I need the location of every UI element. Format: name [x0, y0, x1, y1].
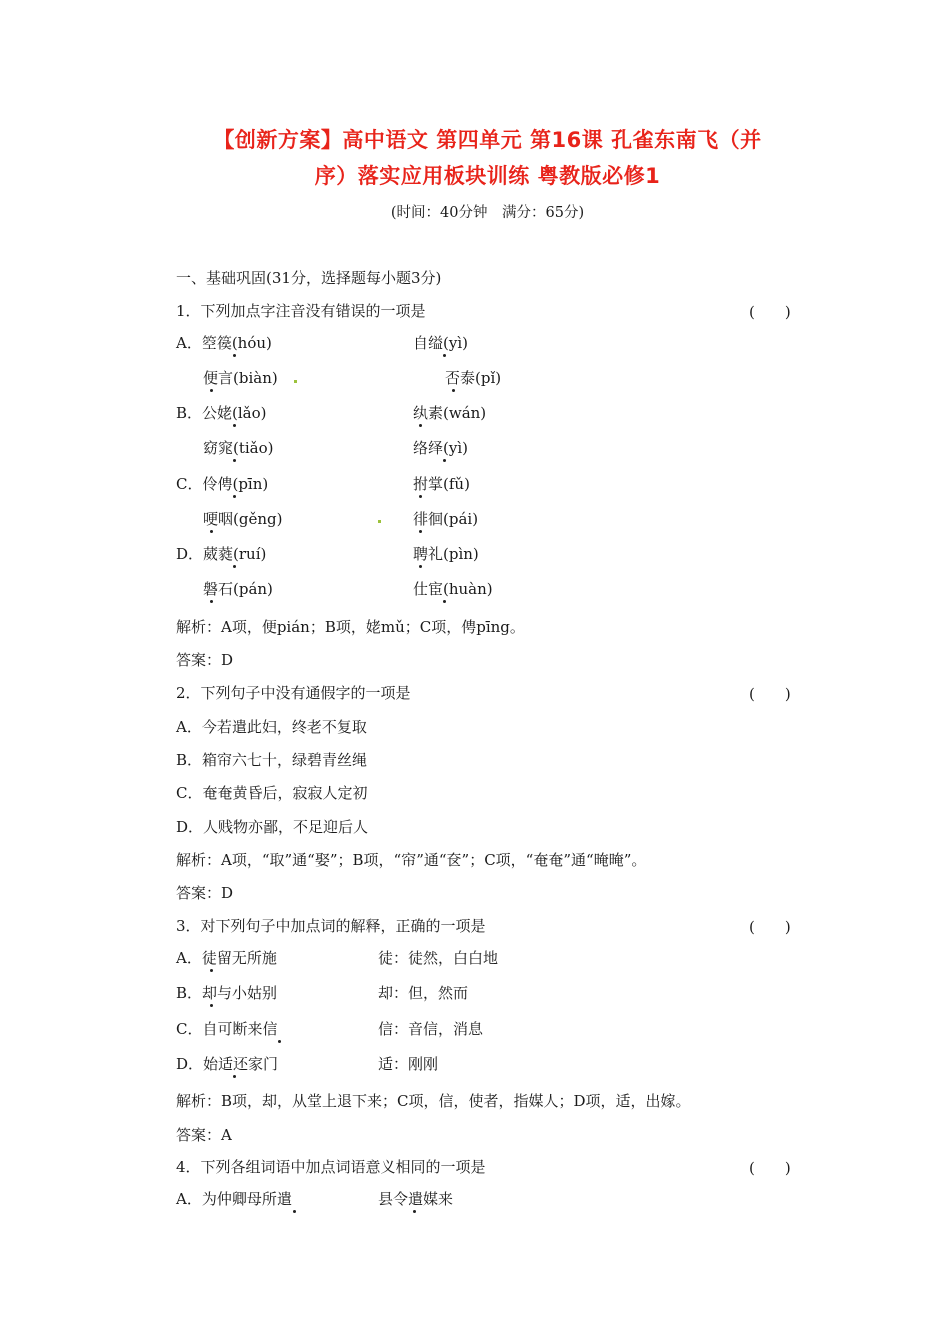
q4-option-a-compare: 县令遣媒来 [378, 1190, 454, 1208]
green-mark [294, 380, 297, 383]
q3-option-d-explanation: 适：刚刚 [378, 1055, 439, 1073]
q3-option-b-explanation: 却：但，然而 [378, 984, 469, 1002]
emphasis-dot [293, 1210, 296, 1213]
q1-option-a-3: 便言(biàn) [203, 369, 278, 387]
emphasis-dot [210, 389, 213, 392]
q1-option-a-4: 否泰(pǐ) [445, 369, 502, 387]
q1-option-c-1: C．伶俜(pīn) [176, 475, 269, 493]
emphasis-dot [233, 1075, 236, 1078]
q1-option-d-1: D．葳蕤(ruí) [176, 545, 267, 563]
emphasis-dot [233, 424, 236, 427]
q1-option-b-2: 纨素(wán) [413, 404, 487, 422]
q1-option-a-2: 自缢(yì) [413, 334, 468, 352]
page-title-line-2: 序）落实应用板块训练 粤教版必修1 [314, 164, 661, 188]
q1-option-d-4: 仕宦(huàn) [413, 580, 493, 598]
q4-stem: 4．下列各组词语中加点词语意义相同的一项是 [176, 1158, 486, 1176]
q1-option-c-4: 徘徊(pái) [413, 510, 479, 528]
emphasis-dot [419, 530, 422, 533]
q2-option-b: B．箱帘六七十，绿碧青丝绳 [176, 751, 368, 769]
q3-stem: 3．对下列句子中加点词的解释，正确的一项是 [176, 917, 486, 935]
q1-analysis: 解析：A项，便pián；B项，姥mǔ；C项，俜pīng。 [176, 618, 525, 636]
q1-option-a-1: A．箜篌(hóu) [176, 334, 272, 352]
q4-option-a: A．为仲卿母所遣 [176, 1190, 292, 1208]
emphasis-dot [419, 495, 422, 498]
q3-analysis: 解析：B项，却，从堂上退下来；C项，信，使者，指媒人；D项，适，出嫁。 [176, 1092, 691, 1110]
q1-option-b-1: B．公姥(lǎo) [176, 404, 267, 422]
emphasis-dot [210, 530, 213, 533]
q1-option-b-3: 窈窕(tiǎo) [203, 439, 274, 457]
q2-answer-blank: ( ) [749, 685, 791, 703]
emphasis-dot [278, 1040, 281, 1043]
q3-option-b: B．却与小姑别 [176, 984, 278, 1002]
q1-option-c-3: 哽咽(gěng) [203, 510, 283, 528]
emphasis-dot [233, 459, 236, 462]
q1-stem: 1．下列加点字注音没有错误的一项是 [176, 302, 426, 320]
q1-option-d-2: 聘礼(pìn) [413, 545, 479, 563]
q1-option-d-3: 磐石(pán) [203, 580, 273, 598]
emphasis-dot [443, 459, 446, 462]
emphasis-dot [210, 600, 213, 603]
q3-answer-blank: ( ) [749, 918, 791, 936]
emphasis-dot [419, 424, 422, 427]
q2-answer: 答案：D [176, 884, 234, 902]
emphasis-dot [452, 389, 455, 392]
q2-stem: 2．下列句子中没有通假字的一项是 [176, 684, 411, 702]
emphasis-dot [233, 495, 236, 498]
emphasis-dot [443, 354, 446, 357]
emphasis-dot [443, 600, 446, 603]
q2-option-d: D．人贱物亦鄙，不足迎后人 [176, 818, 369, 836]
emphasis-dot [419, 565, 422, 568]
q1-option-c-2: 拊掌(fǔ) [413, 475, 470, 493]
q3-option-a-explanation: 徒：徒然，白白地 [378, 949, 499, 967]
section-heading: 一、基础巩固(31分，选择题每小题3分) [176, 269, 442, 287]
page-title-line-1: 【创新方案】高中语文 第四单元 第16课 孔雀东南飞（并 [213, 128, 762, 152]
emphasis-dot [233, 565, 236, 568]
emphasis-dot [210, 969, 213, 972]
q1-answer: 答案：D [176, 651, 234, 669]
emphasis-dot [233, 354, 236, 357]
time-and-score: (时间：40分钟 满分：65分) [390, 205, 585, 221]
q3-answer: 答案：A [176, 1126, 232, 1144]
green-mark [378, 520, 381, 523]
q2-option-c: C．奄奄黄昏后，寂寂人定初 [176, 784, 368, 802]
emphasis-dot [413, 1210, 416, 1213]
q3-option-c: C．自可断来信 [176, 1020, 278, 1038]
q2-option-a: A．今若遣此妇，终老不复取 [176, 718, 367, 736]
q3-option-c-explanation: 信：音信，消息 [378, 1020, 484, 1038]
emphasis-dot [210, 1004, 213, 1007]
q2-analysis: 解析：A项，“取”通“娶”；B项，“帘”通“奁”；C项，“奄奄”通“晻晻”。 [176, 851, 647, 869]
q3-option-a: A．徒留无所施 [176, 949, 277, 967]
q3-option-d: D．始适还家门 [176, 1055, 279, 1073]
q1-option-b-4: 络绎(yì) [413, 439, 468, 457]
q1-answer-blank: ( ) [749, 303, 791, 321]
q4-answer-blank: ( ) [749, 1159, 791, 1177]
